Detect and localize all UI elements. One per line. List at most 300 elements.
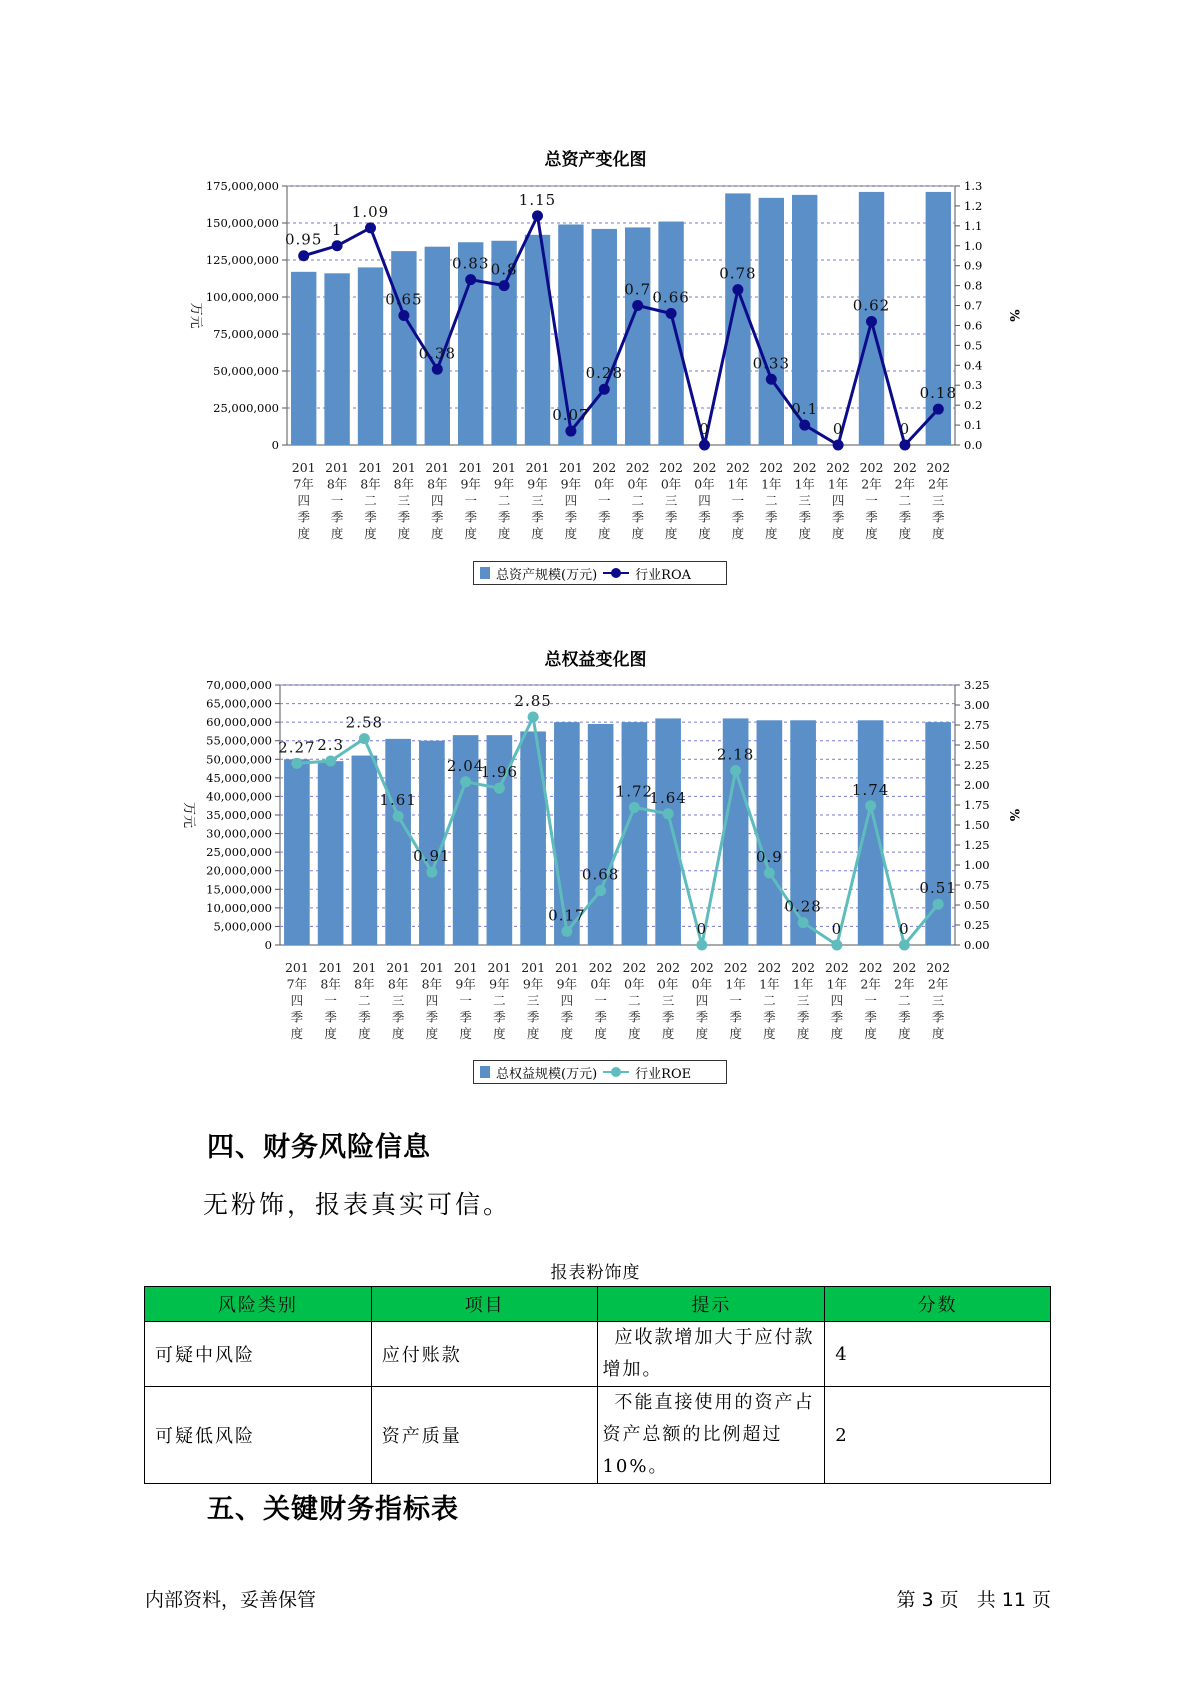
- chart1-legend-line-label: 行业ROA: [635, 567, 691, 583]
- line-point: [565, 426, 576, 437]
- x-tick-label: 201: [419, 960, 444, 975]
- data-label: 1.96: [480, 763, 519, 782]
- x-tick-label: 9年: [522, 976, 544, 992]
- y2-tick-label: 1.25: [964, 838, 990, 852]
- table-row: [145, 1322, 1051, 1387]
- x-tick-label: 一: [464, 493, 477, 508]
- x-tick-label: 季: [864, 1009, 877, 1025]
- risk-score-cell: 2: [825, 1387, 1051, 1484]
- x-tick-label: 2年: [894, 476, 916, 492]
- x-tick-label: 三: [397, 493, 411, 508]
- data-label: 0.17: [548, 906, 586, 925]
- x-tick-label: 8年: [360, 476, 381, 492]
- line-point: [933, 404, 944, 415]
- line-point: [866, 316, 877, 327]
- line-point: [933, 899, 944, 910]
- line-swatch-icon: [603, 567, 629, 579]
- x-tick-label: 四: [698, 493, 711, 508]
- line-point: [696, 940, 707, 951]
- x-tick-label: 三: [932, 493, 945, 508]
- x-tick-label: 度: [364, 526, 377, 541]
- x-tick-label: 8年: [326, 476, 348, 492]
- line-point: [798, 917, 809, 928]
- data-label: 0.68: [581, 865, 620, 884]
- line-point: [899, 440, 910, 451]
- x-tick-label: 季: [598, 509, 611, 525]
- x-tick-label: 201: [425, 460, 450, 475]
- x-tick-label: 度: [628, 1026, 641, 1041]
- data-label: 0.66: [652, 288, 690, 307]
- data-label: 1.72: [615, 782, 654, 801]
- x-tick-label: 202: [759, 460, 784, 475]
- x-tick-label: 202: [622, 960, 647, 975]
- bar: [858, 720, 884, 945]
- y-tick-label: 100,000,000: [205, 290, 279, 304]
- y-tick-label: 175,000,000: [205, 179, 279, 193]
- x-tick-label: 二: [497, 493, 511, 508]
- x-tick-label: 一: [594, 993, 607, 1008]
- x-tick-label: 度: [898, 526, 912, 541]
- x-tick-label: 9年: [460, 476, 481, 492]
- x-tick-label: 度: [664, 526, 678, 541]
- bar-swatch-icon: [480, 1066, 490, 1078]
- line-point: [561, 926, 572, 937]
- x-tick-label: 度: [931, 1026, 945, 1041]
- x-tick-label: 二: [493, 993, 506, 1008]
- y2-tick-label: 0.4: [964, 358, 983, 373]
- x-tick-label: 季: [865, 509, 878, 525]
- data-label: 0: [699, 420, 710, 438]
- section4-heading: 四、财务风险信息: [207, 1132, 431, 1163]
- line-point: [325, 756, 336, 767]
- x-tick-label: 一: [729, 993, 742, 1008]
- x-tick-label: 一: [324, 993, 337, 1008]
- x-tick-label: 四: [290, 993, 304, 1008]
- x-tick-label: 度: [330, 526, 344, 541]
- data-label: 0.65: [385, 290, 423, 309]
- x-tick-label: 度: [695, 1026, 709, 1041]
- x-tick-label: 2年: [894, 976, 915, 992]
- line-point: [730, 765, 741, 776]
- y2-tick-label: 2.00: [964, 778, 990, 792]
- y-tick-label: 5,000,000: [213, 919, 272, 934]
- x-tick-label: 二: [763, 993, 776, 1008]
- x-tick-label: 四: [560, 993, 574, 1008]
- y-tick-label: 0: [271, 438, 279, 452]
- line-point: [764, 868, 775, 879]
- x-tick-label: 1年: [725, 976, 746, 992]
- bar: [458, 242, 483, 445]
- x-tick-label: 0年: [594, 476, 615, 492]
- x-tick-label: 季: [931, 1009, 945, 1025]
- bar: [358, 267, 383, 445]
- data-label: 0.28: [784, 897, 822, 916]
- x-tick-label: 1年: [727, 476, 749, 492]
- bar: [592, 229, 617, 445]
- total-equity-chart: [0, 670, 1191, 1060]
- x-tick-label: 1年: [794, 476, 815, 492]
- x-tick-label: 201: [391, 460, 416, 475]
- x-tick-label: 季: [358, 1009, 371, 1025]
- y2-tick-label: 0.7: [964, 298, 983, 313]
- y-tick-label: 20,000,000: [206, 863, 272, 878]
- risk-table-caption: 报表粉饰度: [550, 1263, 641, 1283]
- x-tick-label: 季: [898, 1009, 911, 1025]
- x-tick-label: 三: [796, 993, 810, 1008]
- plot-area: [284, 186, 958, 445]
- data-label: 2.27: [278, 738, 316, 757]
- x-tick-label: 季: [932, 509, 945, 525]
- x-tick-label: 四: [830, 993, 844, 1008]
- risk-hint-cell: [598, 1322, 825, 1387]
- x-tick-label: 度: [631, 526, 644, 541]
- data-label: 0.83: [451, 254, 490, 273]
- x-tick-label: 季: [698, 509, 711, 525]
- line-point: [799, 420, 810, 431]
- line-point: [666, 308, 677, 319]
- y2-tick-label: 0.1: [964, 418, 983, 433]
- data-label: 0.9: [755, 848, 783, 866]
- x-tick-label: 季: [391, 1009, 405, 1025]
- x-tick-label: 7年: [286, 976, 308, 992]
- x-tick-label: 8年: [393, 476, 415, 492]
- risk-category-cell: 可疑低风险: [145, 1387, 372, 1484]
- y2-tick-label: 1.3: [964, 179, 983, 193]
- data-label: 2.3: [317, 736, 345, 754]
- x-tick-label: 二: [631, 493, 644, 508]
- x-tick-label: 季: [464, 509, 477, 525]
- x-tick-label: 一: [598, 493, 611, 508]
- line-point: [599, 384, 610, 395]
- x-tick-label: 201: [521, 960, 546, 975]
- y2-tick-label: 3.00: [964, 698, 990, 712]
- x-tick-label: 201: [453, 960, 478, 975]
- risk-category-cell: 可疑中风险: [145, 1322, 372, 1387]
- x-tick-label: 202: [892, 460, 917, 475]
- x-tick-label: 202: [689, 960, 714, 975]
- x-tick-label: 季: [765, 509, 778, 525]
- line-point: [632, 300, 643, 311]
- data-label: 2.85: [514, 692, 552, 710]
- data-label: 0.78: [719, 264, 757, 283]
- bar: [658, 222, 683, 445]
- chart2-legend-bar-label: 总权益规模(万元): [496, 1066, 598, 1082]
- x-tick-label: 度: [932, 526, 945, 541]
- x-tick-label: 201: [525, 460, 550, 475]
- bar: [385, 739, 411, 945]
- x-tick-label: 度: [391, 1026, 405, 1041]
- x-tick-label: 9年: [455, 976, 476, 992]
- x-tick-label: 202: [723, 960, 748, 975]
- y2-tick-label: 0.9: [964, 258, 983, 273]
- y-tick-label: 35,000,000: [206, 808, 272, 822]
- x-tick-label: 202: [826, 460, 851, 475]
- x-tick-label: 度: [594, 1026, 607, 1041]
- y-tick-label: 65,000,000: [206, 696, 272, 711]
- y2-tick-label: 0.75: [964, 878, 990, 892]
- x-tick-label: 度: [431, 526, 444, 541]
- data-label: 0: [832, 420, 844, 438]
- y-tick-label: 70,000,000: [206, 678, 272, 692]
- bar: [925, 722, 951, 945]
- risk-item-cell: 应付账款: [371, 1322, 598, 1387]
- bar: [324, 273, 349, 445]
- line-point: [332, 240, 343, 251]
- x-tick-label: 季: [564, 509, 578, 525]
- x-tick-label: 季: [763, 1009, 776, 1025]
- x-tick-label: 202: [792, 460, 817, 475]
- y-tick-label: 40,000,000: [206, 789, 272, 804]
- x-tick-label: 度: [865, 526, 878, 541]
- x-tick-label: 四: [695, 993, 709, 1008]
- x-tick-label: 202: [824, 960, 849, 975]
- chart2-title: 总权益变化图: [544, 650, 647, 670]
- chart1-title: 总资产变化图: [544, 150, 647, 170]
- y2-tick-label: 2.75: [964, 718, 990, 732]
- y2-tick-label: 2.50: [964, 738, 990, 752]
- x-tick-label: 度: [729, 1026, 742, 1041]
- x-tick-label: 季: [664, 509, 678, 525]
- x-tick-label: 季: [397, 509, 411, 525]
- x-tick-label: 0年: [627, 476, 648, 492]
- x-tick-label: 201: [352, 960, 377, 975]
- line-point: [494, 783, 505, 794]
- x-tick-label: 三: [664, 493, 678, 508]
- line-point: [831, 940, 842, 951]
- y2-tick-label: 1.00: [964, 858, 990, 872]
- x-tick-label: 度: [598, 526, 611, 541]
- x-tick-label: 四: [425, 993, 439, 1008]
- x-tick-label: 2年: [927, 976, 949, 992]
- line-point: [732, 284, 743, 295]
- x-tick-label: 201: [358, 460, 383, 475]
- x-tick-label: 四: [297, 493, 310, 508]
- x-tick-label: 度: [297, 526, 310, 541]
- line-point: [359, 733, 370, 744]
- section5-heading: 五、关键财务指标表: [207, 1494, 459, 1525]
- line-point: [766, 374, 777, 385]
- y2-tick-label: 0.00: [964, 938, 990, 952]
- x-tick-label: 度: [290, 1026, 304, 1041]
- data-label: 2.04: [446, 756, 485, 775]
- x-tick-label: 四: [831, 493, 845, 508]
- line-point: [528, 712, 539, 723]
- table-row: [145, 1387, 1051, 1484]
- header-cell: 分数: [825, 1287, 1051, 1322]
- x-tick-label: 度: [763, 1026, 776, 1041]
- y-tick-label: 10,000,000: [206, 900, 272, 915]
- y2-tick-label: 2.25: [964, 758, 990, 772]
- line-point: [365, 222, 376, 233]
- y-tick-label: 25,000,000: [206, 845, 272, 860]
- y2-tick-label: 3.25: [964, 678, 990, 692]
- x-tick-label: 2年: [928, 476, 949, 492]
- line-point: [291, 758, 302, 769]
- bar: [520, 731, 546, 945]
- x-tick-label: 二: [765, 493, 778, 508]
- x-tick-label: 四: [431, 493, 444, 508]
- x-tick-label: 202: [725, 460, 750, 475]
- total-assets-chart: [0, 170, 1191, 590]
- x-tick-label: 季: [290, 1009, 304, 1025]
- x-tick-label: 度: [564, 526, 578, 541]
- data-label: 1.09: [351, 202, 390, 221]
- y2-tick-label: 0.50: [964, 898, 990, 912]
- chart2-legend-line-label: 行业ROE: [635, 1066, 692, 1082]
- chart2-legend: [473, 1060, 727, 1084]
- x-tick-label: 度: [560, 1026, 574, 1041]
- data-label: 0.38: [418, 344, 457, 363]
- x-tick-label: 季: [297, 509, 310, 525]
- x-tick-label: 一: [865, 493, 878, 508]
- x-tick-label: 三: [661, 993, 675, 1008]
- x-tick-label: 季: [898, 509, 912, 525]
- data-label: 0.7: [624, 280, 652, 299]
- x-tick-label: 季: [594, 1009, 607, 1025]
- x-tick-label: 0年: [657, 976, 679, 992]
- x-tick-label: 202: [892, 960, 917, 975]
- data-label: 0.1: [791, 400, 819, 419]
- y2-tick-label: 0.3: [964, 378, 983, 393]
- x-tick-label: 季: [661, 1009, 675, 1025]
- x-tick-label: 1年: [761, 476, 782, 492]
- x-tick-label: 1年: [827, 476, 849, 492]
- x-tick-label: 一: [864, 993, 877, 1008]
- section4-summary-text: 无粉饰，报表真实可信。: [203, 1190, 512, 1219]
- data-label: 0: [831, 920, 843, 938]
- x-tick-label: 9年: [556, 976, 578, 992]
- y-tick-label: 125,000,000: [205, 253, 279, 267]
- x-tick-label: 202: [659, 460, 684, 475]
- x-tick-label: 度: [831, 526, 845, 541]
- data-label: 0.07: [552, 406, 590, 425]
- x-tick-label: 1年: [759, 976, 780, 992]
- line-point: [833, 440, 844, 451]
- x-tick-label: 9年: [527, 476, 548, 492]
- risk-score-cell: 4: [825, 1322, 1051, 1387]
- y2-tick-label: 0.5: [964, 338, 983, 353]
- x-tick-label: 季: [324, 1009, 337, 1025]
- y-axis-title: 万元: [188, 302, 203, 329]
- risk-hint-cell: [598, 1387, 825, 1484]
- line-point: [398, 310, 409, 321]
- x-tick-label: 度: [698, 526, 711, 541]
- data-label: 0.91: [413, 847, 451, 866]
- x-tick-label: 202: [588, 960, 613, 975]
- x-tick-label: 季: [459, 1009, 472, 1025]
- y-tick-label: 75,000,000: [213, 327, 279, 341]
- x-tick-label: 0年: [590, 976, 611, 992]
- x-tick-label: 三: [531, 493, 544, 508]
- x-tick-label: 季: [493, 1009, 506, 1025]
- x-tick-label: 8年: [320, 976, 341, 992]
- bar: [419, 741, 445, 945]
- x-tick-label: 度: [464, 526, 477, 541]
- x-tick-label: 季: [631, 509, 644, 525]
- y-tick-label: 55,000,000: [206, 733, 272, 748]
- data-label: 1.61: [379, 791, 417, 810]
- x-tick-label: 8年: [427, 476, 448, 492]
- bar: [391, 251, 416, 445]
- x-tick-label: 度: [796, 1026, 810, 1041]
- y-tick-label: 25,000,000: [213, 401, 279, 415]
- y2-tick-label: 1.50: [964, 818, 990, 832]
- bar-swatch-icon: [480, 567, 490, 579]
- data-label: 2.58: [345, 713, 384, 732]
- y-tick-label: 50,000,000: [206, 752, 272, 767]
- data-label: 0.33: [752, 354, 791, 373]
- x-tick-label: 一: [330, 493, 344, 508]
- y2-tick-label: 0.6: [964, 318, 983, 333]
- x-tick-label: 2年: [860, 976, 881, 992]
- x-tick-label: 1年: [792, 976, 814, 992]
- x-tick-label: 度: [898, 1026, 911, 1041]
- x-tick-label: 度: [324, 1026, 337, 1041]
- data-label: 0.18: [919, 384, 958, 403]
- data-label: 0.51: [919, 879, 957, 898]
- y2-tick-label: 0.8: [964, 278, 983, 293]
- line-point: [595, 885, 606, 896]
- y-tick-label: 50,000,000: [213, 364, 279, 378]
- bar: [759, 198, 784, 445]
- x-tick-label: 201: [291, 460, 316, 475]
- x-tick-label: 季: [796, 1009, 810, 1025]
- x-tick-label: 201: [325, 460, 350, 475]
- x-tick-label: 季: [431, 509, 444, 525]
- x-tick-label: 季: [330, 509, 344, 525]
- header-cell: 项目: [371, 1287, 598, 1322]
- y-tick-label: 0: [264, 938, 272, 952]
- y-tick-label: 45,000,000: [206, 770, 272, 785]
- x-tick-label: 三: [798, 493, 811, 508]
- data-label: 0: [696, 920, 708, 938]
- y2-axis-title: %: [1006, 309, 1021, 322]
- x-tick-label: 度: [358, 1026, 371, 1041]
- x-tick-label: 0年: [691, 976, 713, 992]
- x-tick-label: 二: [898, 993, 911, 1008]
- x-tick-label: 季: [830, 1009, 844, 1025]
- line-point: [499, 280, 510, 291]
- data-label: 0.62: [852, 296, 891, 315]
- risk-table-header-row: [145, 1287, 1051, 1322]
- y2-tick-label: 0.25: [964, 918, 990, 932]
- x-tick-label: 度: [661, 1026, 675, 1041]
- y-tick-label: 150,000,000: [205, 216, 279, 230]
- x-tick-label: 一: [731, 493, 745, 508]
- x-tick-label: 9年: [489, 976, 510, 992]
- x-tick-label: 季: [526, 1009, 540, 1025]
- x-tick-label: 9年: [560, 476, 582, 492]
- hint-line: 增加。: [602, 1359, 663, 1380]
- header-cell: 风险类别: [145, 1287, 372, 1322]
- x-tick-label: 9年: [493, 476, 515, 492]
- x-tick-label: 季: [831, 509, 845, 525]
- x-tick-label: 0年: [660, 476, 682, 492]
- x-tick-label: 202: [926, 460, 951, 475]
- x-tick-label: 度: [864, 1026, 877, 1041]
- x-tick-label: 8年: [387, 976, 409, 992]
- x-tick-label: 2年: [861, 476, 882, 492]
- x-tick-label: 度: [830, 1026, 844, 1041]
- x-tick-label: 一: [459, 993, 472, 1008]
- line-point: [465, 274, 476, 285]
- x-tick-label: 度: [459, 1026, 472, 1041]
- x-tick-label: 二: [358, 993, 371, 1008]
- footer-page-number: 第 3 页 共 11 页: [896, 1589, 1051, 1611]
- header-cell: 提示: [598, 1287, 825, 1322]
- y-tick-label: 30,000,000: [206, 826, 272, 841]
- x-tick-label: 202: [926, 960, 951, 975]
